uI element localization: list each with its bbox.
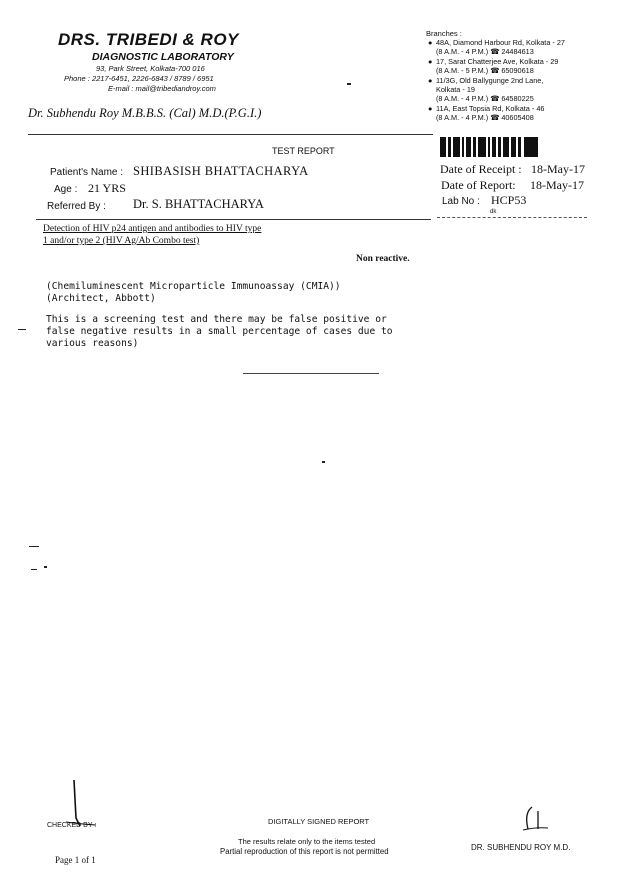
lab-no: HCP53	[491, 193, 527, 207]
branch-line: (8 A.M. - 4 P.M.) ☎ 64580225	[436, 94, 534, 103]
initials: dk	[490, 209, 497, 215]
signatory-name: DR. SUBHENDU ROY M.D.	[471, 843, 571, 852]
lab-email: E-mail : mail@tribediandroy.com	[108, 84, 216, 93]
checked-by-label: CHECKED BY :	[47, 822, 97, 829]
bullet-icon: ●	[428, 104, 433, 113]
page-number: Page 1 of 1	[55, 855, 96, 865]
age-value: 21 YRS	[88, 181, 126, 195]
bullet-icon: ●	[428, 76, 433, 85]
doctor-signature	[518, 803, 552, 833]
divider	[28, 134, 433, 135]
divider	[36, 219, 431, 220]
scan-mark	[31, 569, 37, 570]
method-line: (Chemiluminescent Microparticle Immunoassay (CMIA))	[46, 281, 341, 292]
lab-subtitle: DIAGNOSTIC LABORATORY	[92, 51, 234, 63]
report-date-label: Date of Report:	[441, 178, 516, 192]
scan-mark	[347, 83, 351, 85]
receipt-date: 18-May-17	[531, 162, 585, 176]
receipt-date-label: Date of Receipt :	[440, 162, 522, 176]
lab-no-label: Lab No :	[442, 196, 480, 207]
test-result: Non reactive.	[356, 254, 410, 264]
branch-item	[428, 38, 598, 56]
referred-by-value: Dr. S. BHATTACHARYA	[133, 197, 264, 211]
barcode	[440, 137, 560, 157]
age-label: Age :	[54, 184, 78, 195]
test-name-line: 1 and/or type 2 (HIV Ag/Ab Combo test)	[43, 236, 200, 246]
branch-line: (8 A.M. - 4 P.M.) ☎ 40605408	[436, 113, 534, 122]
referred-by-label: Referred By :	[47, 201, 106, 212]
divider	[437, 217, 587, 218]
report-date: 18-May-17	[530, 178, 584, 192]
branch-line: 11A, East Topsia Rd, Kolkata - 46	[436, 104, 545, 113]
branches-label: Branches :	[426, 29, 462, 38]
note-line: false negative results in a small percentage of cases due to	[46, 326, 393, 337]
branch-item	[428, 104, 598, 122]
digitally-signed-label: DIGITALLY SIGNED REPORT	[268, 817, 370, 826]
method-line: (Architect, Abbott)	[46, 293, 156, 304]
branch-line: (8 A.M. - 4 P.M.) ☎ 24484613	[436, 47, 534, 56]
disclaimer-line: The results relate only to the items tested	[238, 837, 376, 846]
lab-name: DRS. TRIBEDI & ROY	[58, 30, 239, 49]
scan-mark	[29, 546, 39, 547]
scan-mark	[322, 461, 325, 463]
branch-item	[428, 57, 598, 75]
note-line: various reasons)	[46, 338, 139, 349]
test-name	[43, 223, 303, 247]
bullet-icon: ●	[428, 57, 433, 66]
branch-line: 17, Sarat Chatterjee Ave, Kolkata - 29	[436, 57, 559, 66]
branch-line: Kolkata - 19	[436, 85, 475, 94]
lab-address: 93, Park Street, Kolkata-700 016	[96, 64, 205, 73]
patient-name-label: Patient's Name :	[50, 167, 124, 178]
disclaimer-line: Partial reproduction of this report is not permitted	[220, 847, 389, 856]
bullet-icon: ●	[428, 38, 433, 47]
note-line: This is a screening test and there may be false positive or	[46, 314, 387, 325]
branch-line: 11/3G, Old Ballygunge 2nd Lane,	[436, 76, 544, 85]
branch-line: (8 A.M. - 5 P.M.) ☎ 65090618	[436, 66, 534, 75]
patient-name: SHIBASISH BHATTACHARYA	[133, 164, 309, 178]
branch-line: 48A, Diamond Harbour Rd, Kolkata - 27	[436, 38, 565, 47]
test-name-line: Detection of HIV p24 antigen and antibodies to HIV type	[43, 224, 262, 234]
scan-mark	[18, 329, 26, 330]
lab-phone: Phone : 2217-6451, 2226-6843 / 8789 / 6951	[64, 74, 214, 83]
report-title: TEST REPORT	[272, 146, 335, 156]
end-of-report-line	[243, 373, 379, 374]
doctor-credentials: Dr. Subhendu Roy M.B.B.S. (Cal) M.D.(P.G.I.)	[28, 106, 262, 120]
branch-item	[428, 76, 598, 103]
scan-mark	[44, 566, 47, 568]
